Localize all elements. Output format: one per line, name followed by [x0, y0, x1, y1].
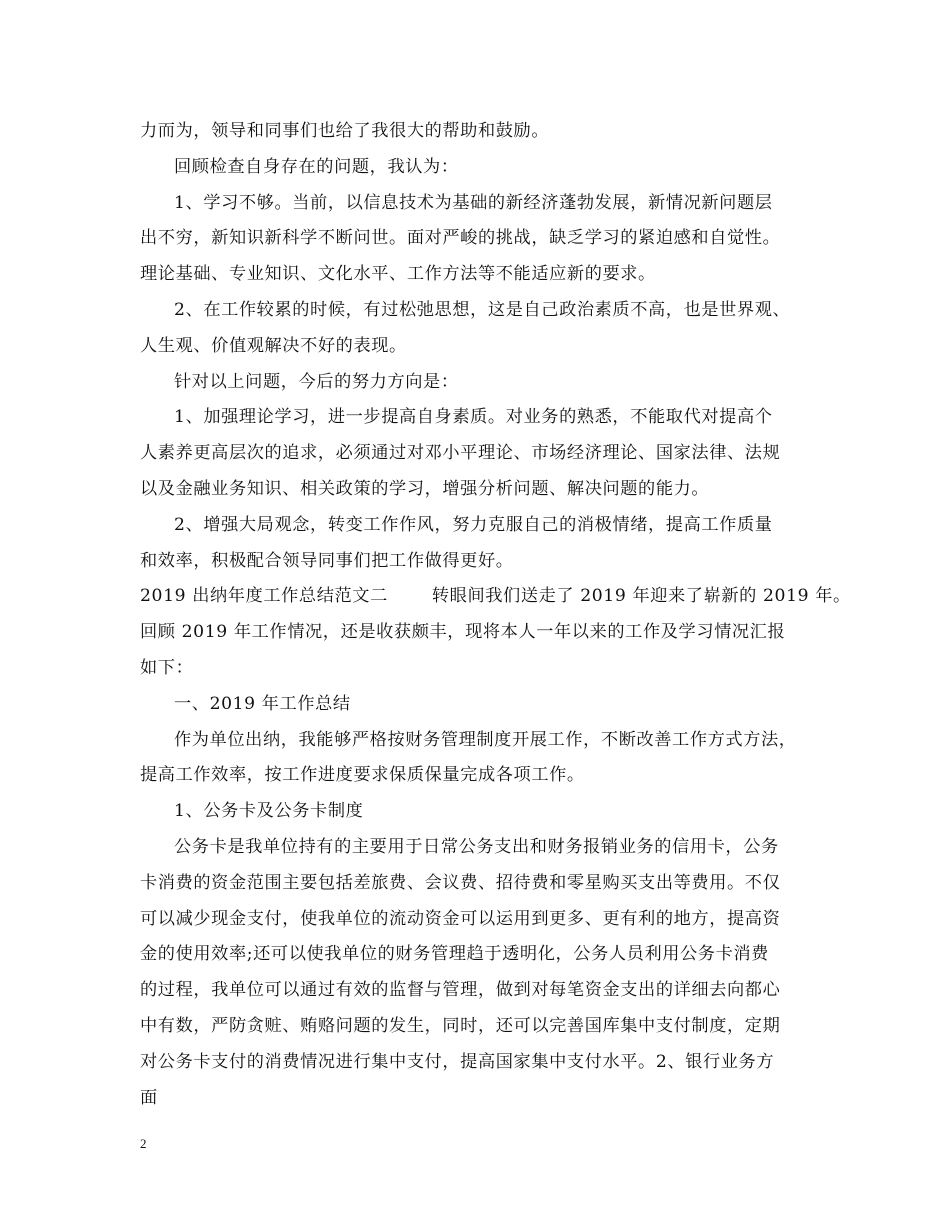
text-line: 一、2019 年工作总结 [174, 693, 351, 714]
text-line: 的过程，我单位可以通过有效的监督与管理，做到对每笔资金支出的详细去向都心 [140, 980, 781, 1001]
text-line: 1、加强理论学习，进一步提高自身素质。对业务的熟悉，不能取代对提高个 [174, 407, 773, 428]
text-line: 提高工作效率，按工作进度要求保质保量完成各项工作。 [140, 765, 585, 786]
text-line: 2、在工作较累的时候，有过松弛思想，这是自己政治素质不高，也是世界观、 [174, 299, 791, 320]
text-line: 理论基础、专业知识、文化水平、工作方法等不能适应新的要求。 [140, 264, 656, 285]
text-line: 金的使用效率;还可以使我单位的财务管理趋于透明化，公务人员利用公务卡消费 [140, 944, 769, 965]
text-line: 回顾检查自身存在的问题，我认为： [174, 156, 459, 177]
text-line: 1、公务卡及公务卡制度 [174, 801, 364, 822]
section-heading-line [140, 579, 851, 615]
text-line: 2、增强大局观念，转变工作作风，努力克服自己的消极情绪，提高工作质量 [174, 514, 773, 535]
text-line: 卡消费的资金范围主要包括差旅费、会议费、招待费和零星购买支出等费用。不仅 [140, 872, 781, 893]
text-line: 和效率，积极配合领导同事们把工作做得更好。 [140, 550, 514, 571]
text-line: 对公务卡支付的消费情况进行集中支付，提高国家集中支付水平。2、银行业务方 [140, 1051, 775, 1072]
text-line: 以及金融业务知识、相关政策的学习，增强分析问题、解决问题的能力。 [140, 478, 710, 499]
text-line: 面 [140, 1087, 158, 1108]
text-line: 针对以上问题，今后的努力方向是： [174, 371, 459, 392]
text-line: 公务卡是我单位持有的主要用于日常公务支出和财务报销业务的信用卡，公务 [174, 836, 779, 857]
text-line: 人素养更高层次的追求，必须通过对邓小平理论、市场经济理论、国家法律、法规 [140, 443, 781, 464]
section-title: 2019 出纳年度工作总结范文二 [140, 586, 388, 607]
document-body [140, 114, 851, 1116]
text-line: 1、学习不够。当前，以信息技术为基础的新经济蓬勃发展，新情况新问题层 [174, 192, 773, 213]
section-intro-text: 转眼间我们送走了 2019 年迎来了崭新的 2019 年。 [431, 586, 851, 607]
text-line: 人生观、价值观解决不好的表现。 [140, 335, 407, 356]
text-line: 作为单位出纳，我能够严格按财务管理制度开展工作，不断改善工作方式方法， [174, 729, 797, 750]
text-line: 回顾 2019 年工作情况，还是收获颇丰，现将本人一年以来的工作及学习情况汇报 [140, 622, 786, 643]
text-line: 力而为，领导和同事们也给了我很大的帮助和鼓励。 [140, 121, 550, 141]
page-number: 2 [140, 1136, 147, 1151]
text-line: 中有数，严防贪赃、贿赂问题的发生，同时，还可以完善国库集中支付制度，定期 [140, 1015, 781, 1036]
text-line: 如下： [140, 657, 194, 678]
text-line: 可以减少现金支付，使我单位的流动资金可以运用到更多、更有利的地方，提高资 [140, 908, 781, 929]
text-line: 出不穷，新知识新科学不断问世。面对严峻的挑战，缺乏学习的紧迫感和自觉性。 [140, 228, 781, 249]
